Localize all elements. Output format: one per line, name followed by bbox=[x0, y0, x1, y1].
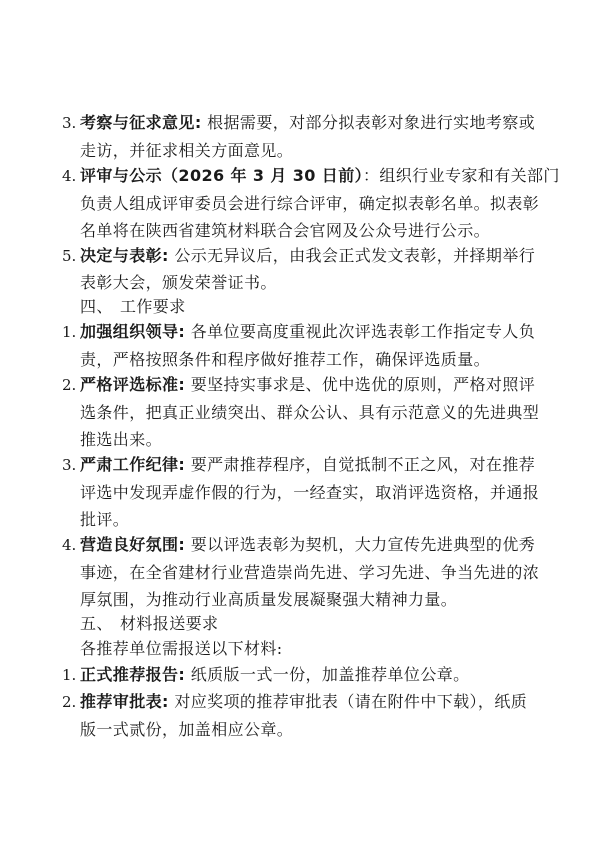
section-number: 五、 bbox=[80, 614, 113, 633]
item-colon: : bbox=[178, 455, 186, 474]
item-number: 3. bbox=[62, 114, 77, 132]
item-colon: : bbox=[194, 113, 202, 132]
item-heading: 加强组织领导 bbox=[80, 322, 179, 341]
item-text: 要以评选表彰为契机，大力宣传先进典型的优秀 bbox=[190, 535, 536, 554]
item-colon: : bbox=[162, 246, 169, 265]
item-number: 1. bbox=[62, 666, 77, 684]
item-text: 表彰大会，颁发荣誉证书。 bbox=[80, 273, 277, 292]
item-text: 要坚持实事求是、优中选优的原则，严格对照评 bbox=[190, 375, 536, 394]
item-text: 走访，并征求相关方面意见。 bbox=[80, 141, 294, 160]
item-text: 厚氛围，为推动行业高质量发展凝聚强大精神力量。 bbox=[80, 590, 458, 609]
item-heading: 评审与公示 bbox=[80, 166, 163, 185]
item-colon: : bbox=[178, 665, 186, 684]
item-colon: : bbox=[178, 322, 186, 341]
section-title: 工作要求 bbox=[120, 297, 186, 316]
item-date: （2026 年 3 月 30 日前） bbox=[162, 166, 363, 185]
item-text: 名单将在陕西省建筑材料联合会官网及公众号进行公示。 bbox=[80, 221, 491, 240]
item-text: 纸质版一式一份，加盖推荐单位公章。 bbox=[190, 665, 470, 684]
item-text: 批评。 bbox=[80, 510, 130, 529]
item-colon: : bbox=[162, 692, 169, 711]
item-heading: 严格评选标准 bbox=[80, 375, 179, 394]
item-text: 根据需要，对部分拟表彰对象进行实地考察或 bbox=[207, 113, 536, 132]
item-heading: 营造良好氛围 bbox=[80, 535, 179, 554]
item-heading: 严肃工作纪律 bbox=[80, 455, 179, 474]
item-heading: 决定与表彰 bbox=[80, 246, 163, 265]
section-intro: 各推荐单位需报送以下材料: bbox=[80, 639, 283, 658]
item-number: 2. bbox=[62, 693, 77, 711]
section-title: 材料报送要求 bbox=[120, 614, 219, 633]
item-text: 选条件，把真正业绩突出、群众公认、具有示范意义的先进典型 bbox=[80, 403, 540, 422]
item-text: 推选出来。 bbox=[80, 430, 163, 449]
item-number: 4. bbox=[62, 536, 77, 554]
item-text: 评选中发现弄虚作假的行为，一经查实，取消评选资格，并通报 bbox=[80, 483, 540, 502]
item-number: 1. bbox=[62, 323, 77, 341]
section-number: 四、 bbox=[80, 297, 113, 316]
item-number: 2. bbox=[62, 376, 77, 394]
item-colon: : bbox=[178, 535, 186, 554]
item-text: ：组织行业专家和有关部门 bbox=[363, 166, 560, 185]
item-text: 公示无异议后，由我会正式发文表彰，并择期举行 bbox=[174, 246, 536, 265]
item-text: 责，严格按照条件和程序做好推荐工作，确保评选质量。 bbox=[80, 350, 491, 369]
item-text: 对应奖项的推荐审批表（请在附件中下载），纸质 bbox=[174, 692, 528, 711]
item-text: 负责人组成评审委员会进行综合评审，确定拟表彰名单。拟表彰 bbox=[80, 194, 540, 213]
item-heading: 考察与征求意见 bbox=[80, 113, 195, 132]
item-text: 要严肃推荐程序，自觉抵制不正之风，对在推荐 bbox=[190, 455, 536, 474]
item-text: 版一式贰份，加盖相应公章。 bbox=[80, 720, 294, 739]
item-number: 3. bbox=[62, 456, 77, 474]
item-colon: : bbox=[178, 375, 186, 394]
item-text: 事迹，在全省建材行业营造崇尚先进、学习先进、争当先进的浓 bbox=[80, 563, 540, 582]
item-heading: 正式推荐报告 bbox=[80, 665, 179, 684]
item-heading: 推荐审批表 bbox=[80, 692, 163, 711]
item-number: 5. bbox=[62, 247, 77, 265]
item-number: 4. bbox=[62, 167, 77, 185]
item-text: 各单位要高度重视此次评选表彰工作指定专人负 bbox=[190, 322, 536, 341]
